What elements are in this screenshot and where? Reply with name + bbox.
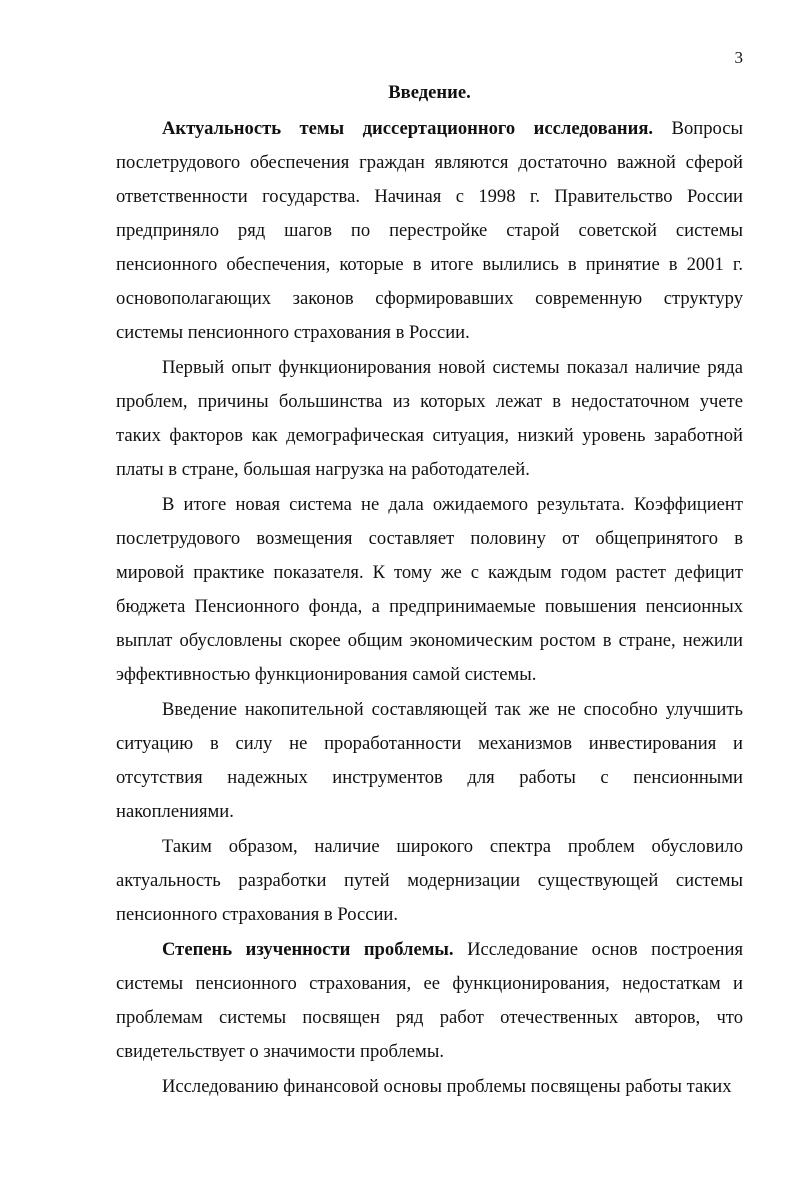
paragraph-text: Первый опыт функционирования новой системы показал наличие ряда проблем, причины большинства из которых лежат в недостаточном учете таких факторов как демографическая ситуация, низкий уровень заработной платы в стране, большая нагрузка на работодателей. xyxy=(116,357,743,480)
paragraph-lead: Степень изученности проблемы. xyxy=(162,939,454,960)
paragraph-text: Таким образом, наличие широкого спектра проблем обусловило актуальность разработки путей модернизации существующей системы пенсионного страхования в России. xyxy=(116,836,743,925)
page-number: 3 xyxy=(734,48,743,67)
paragraph-text: В итоге новая система не дала ожидаемого результата. Коэффициент послетрудового возмещения составляет половину от общепринятого в мировой практике показателя. К тому же с каждым годом растет дефицит бюджета Пенсионного фонда, а предпринимаемые повышения пенсионных выплат обусловлены скорее общим экономическим ростом в стране, нежили эффективностью функционирования самой системы. xyxy=(116,494,743,685)
paragraph-text: Исследование основ построения системы пенсионного страхования, ее функционирования, недостаткам и проблемам системы посвящен ряд работ отечественных авторов, что свидетельствует о значимости проблемы. xyxy=(116,939,744,1062)
paragraph xyxy=(116,830,743,932)
paragraph-text: Введение накопительной составляющей так же не способно улучшить ситуацию в силу не проработанности механизмов инвестирования и отсутствия надежных инструментов для работы с пенсионными накоплениями. xyxy=(116,699,743,822)
paragraph-lead: Актуальность темы диссертационного исследования. xyxy=(162,118,654,139)
paragraph xyxy=(116,351,743,487)
paragraph-text: Вопросы послетрудового обеспечения граждан являются достаточно важной сферой ответственности государства. Начиная с 1998 г. Правительство России предприняло ряд шагов по перестройке старой советской системы пенсионного обеспечения, которые в итоге вылились в принятие в 2001 г. основополагающих законов сформировавших современную структуру системы пенсионного страхования в России. xyxy=(116,118,743,343)
paragraph xyxy=(116,693,743,829)
paragraph-research-degree xyxy=(116,933,743,1069)
paragraph xyxy=(116,1070,743,1104)
paragraph-text: Исследованию финансовой основы проблемы посвящены работы таких xyxy=(162,1076,732,1097)
paragraph-relevance xyxy=(116,112,743,350)
section-title: Введение. xyxy=(388,82,471,103)
document-body xyxy=(116,78,743,1104)
paragraph xyxy=(116,488,743,692)
